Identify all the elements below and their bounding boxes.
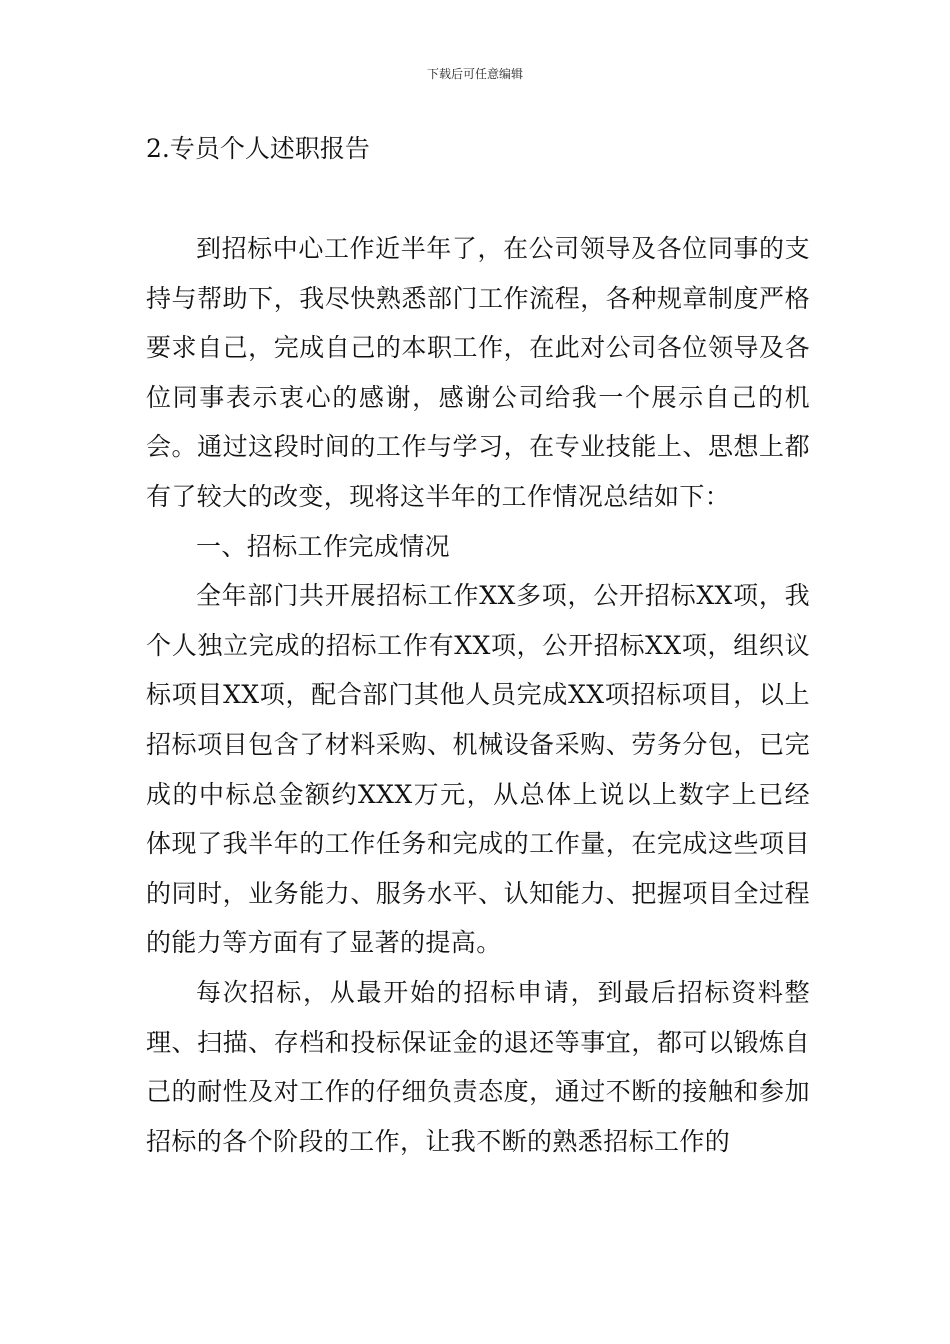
- paragraph-intro: 到招标中心工作近半年了，在公司领导及各位同事的支持与帮助下，我尽快熟悉部门工作流程，各种规章制度严格要求自己，完成自己的本职工作，在此对公司各位领导及各位同事表示衷心的感谢，感谢公司给我一个展示自己的机会。通过这段时间的工作与学习，在专业技能上、思想上都有了较大的改变，现将这半年的工作情况总结如下：: [146, 234, 810, 511]
- paragraph-bidding-summary: 全年部门共开展招标工作XX多项，公开招标XX项，我个人独立完成的招标工作有XX项，公开招标XX项，组织议标项目XX项，配合部门其他人员完成XX项招标项目，以上招标项目包含了材料采购、机械设备采购、劳务分包，已完成的中标总金额约XXX万元，从总体上说以上数字上已经体现了我半年的工作任务和完成的工作量，在完成这些项目的同时，业务能力、服务水平、认知能力、把握项目全过程的能力等方面有了显著的提高。: [146, 581, 810, 958]
- paragraph-bidding-process: 每次招标，从最开始的招标申请，到最后招标资料整理、扫描、存档和投标保证金的退还等事宜，都可以锻炼自己的耐性及对工作的仔细负责态度，通过不断的接触和参加招标的各个阶段的工作，让我不断的熟悉招标工作的: [146, 977, 810, 1156]
- section-heading-bidding-work: 一、招标工作完成情况: [196, 531, 451, 561]
- document-title: 2.专员个人述职报告: [146, 134, 370, 163]
- document-body: [146, 224, 810, 1166]
- page-header-note: 下载后可任意编辑: [426, 67, 523, 81]
